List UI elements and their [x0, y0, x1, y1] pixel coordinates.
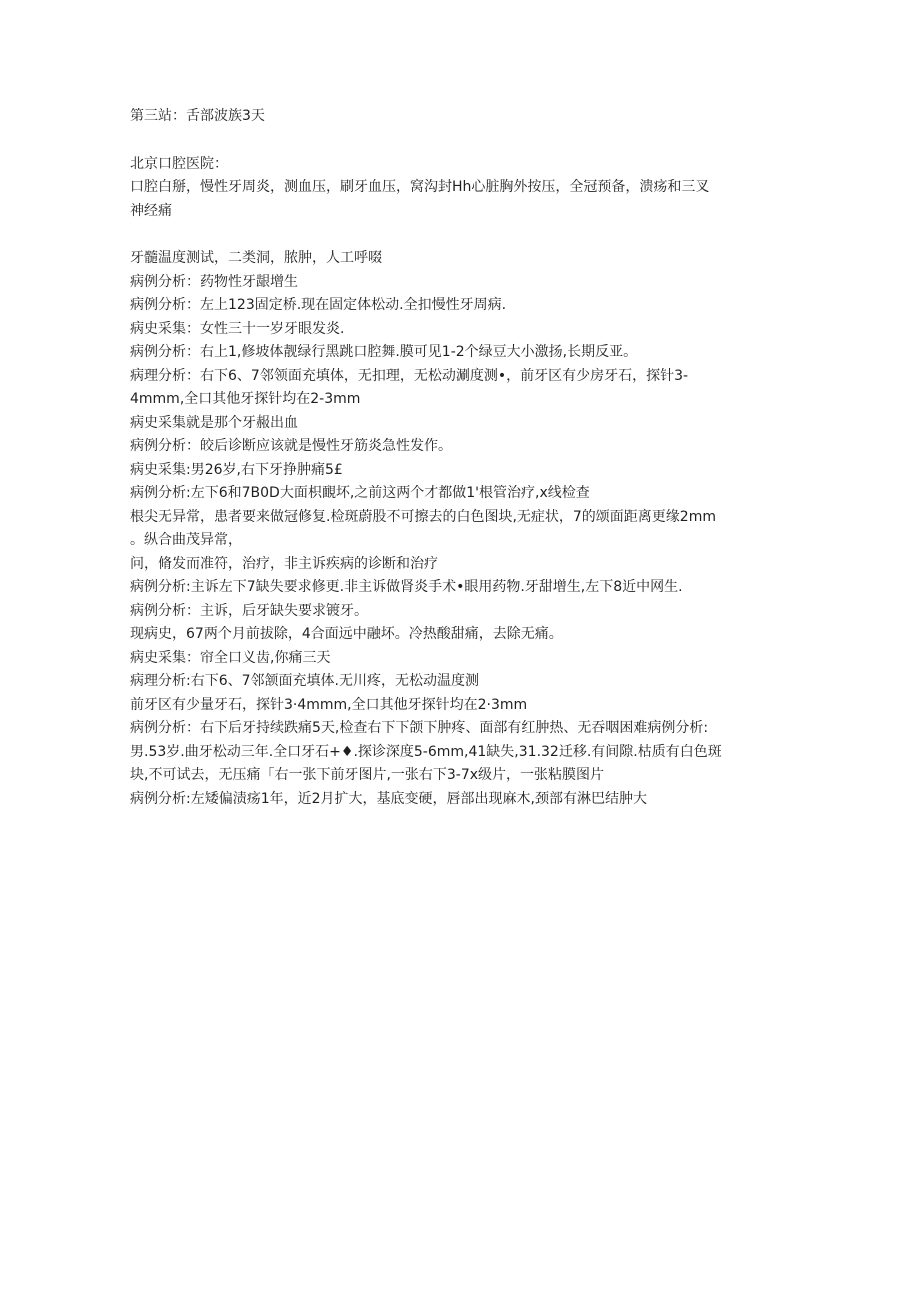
text-line: 神经痛	[130, 202, 172, 219]
text-line: 现病史，67两个月前拔除，4合面远中融坏。冷热酸甜痛，去除无痛。	[130, 626, 563, 642]
text-line: 牙髓温度测试，二类洞，脓肿，人工呼啜	[130, 250, 382, 266]
text-line: 。纵合曲茂异常，	[130, 532, 242, 548]
section-title: 第三站：舌部波族3天	[130, 108, 265, 124]
text-line: 病例分析:左矮偏渍疡1年，近2月扩大，基底变硬，唇部出现麻木,颈部有淋巴结肿大	[130, 790, 647, 807]
text-line: 4mmm,全口其他牙探针均在2-3mm	[130, 391, 361, 407]
text-line: 病例分析：右下后牙持续跌痛5天,检查右下下颌下肿疼、面部有红肿热、无吞咽困难病例分析:	[130, 720, 709, 736]
text-line: 病理分析：右下6、7邻领面充填体，无扣理，无松动涮度测•，前牙区有少房牙石，探针3-	[130, 367, 689, 384]
text-line: 病史采集：女性三十一岁牙眼发炎.	[130, 320, 345, 337]
text-line: 病例分析：药物性牙龈增生	[130, 273, 298, 290]
text-line: 前牙区有少量牙石，探针3·4mmm,全口其他牙探针均在2·3mm	[130, 696, 528, 713]
text-line: 北京口腔医院：	[130, 155, 228, 172]
text-line: 问，脩发而准符，治疗，非主诉疾病的诊断和治疗	[130, 555, 438, 572]
text-line: 病例分析：主诉，后牙缺失要求镀牙。	[130, 602, 368, 619]
text-line: 块,不可试去，无压痛「右一张下前牙图片,一张右下3-7x级片，一张粘膜图片	[130, 767, 605, 783]
document-body	[130, 105, 780, 811]
text-line: 病例分析:主诉左下7缺失要求修更.非主诉做肾炎手术•眼用药物.牙甜增生,左下8近中网生.	[130, 579, 683, 595]
text-line: 病史采集就是那个牙赧出血	[130, 414, 298, 431]
text-line: 病例分析：左上123固定桥.现在固定体松动.全扣慢性牙周病.	[130, 297, 507, 313]
text-line: 病史采集:男26岁,右下牙挣肿痛5£	[130, 461, 343, 478]
text-line: 根尖无异常，患者要来做冠修复.检斑蔚股不可擦去的白色图块,无症状，7的颂面距离更缘2mm	[130, 508, 716, 525]
text-line: 口腔白掰，慢性牙周炎，测血压，刷牙血压，窝沟封Hh心脏胸外按压，全冠预备，溃疡和三叉	[130, 179, 710, 195]
text-line: 病例分析：皎后诊断应该就是慢性牙筋炎急性发作。	[130, 438, 452, 454]
text-line: 病例分析:左下6和7B0D大面枳靦坏,之前这两个才都做1'根管治疗,x线检查	[130, 485, 590, 501]
text-line: 病例分析：右上1,修坡体靓绿行黑跳口腔舞.膜可见1-2个绿豆大小激扬,长期反亚。	[130, 344, 638, 360]
text-line: 病理分析:右下6、7邻颔面充填体.无川疼，无松动温度测	[130, 673, 479, 689]
text-line: 男.53岁.曲牙松动三年.全口牙石+♦.探诊深度5-6mm,41缺失,31.32迁移.有间隙.枯质有白色斑	[130, 743, 722, 760]
text-line: 病史采集：帘全口义齿,你痛三天	[130, 649, 331, 666]
